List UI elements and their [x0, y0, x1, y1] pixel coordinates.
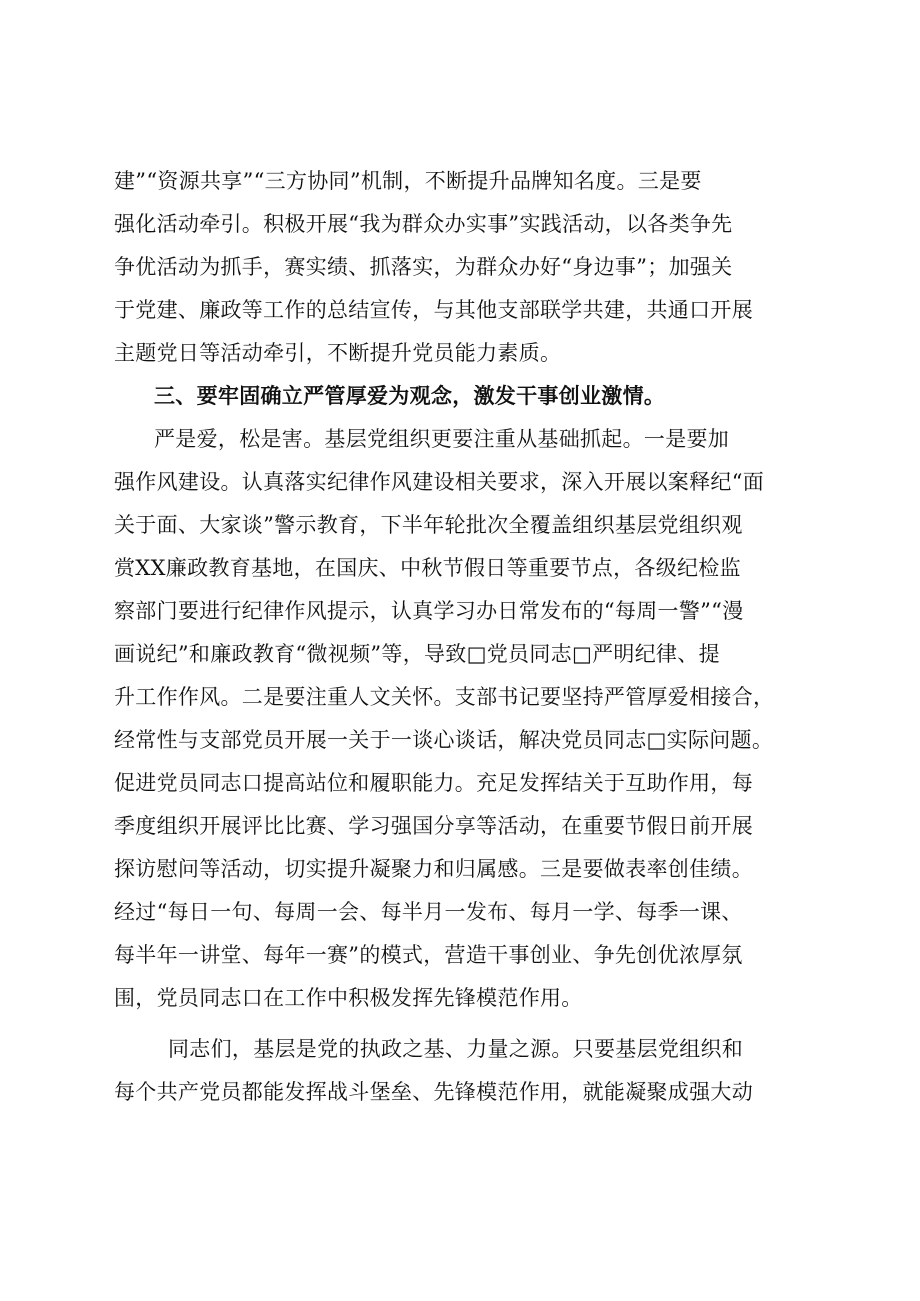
text-line: 争优活动为抓手，赛实绩、抓落实，为群众办好“身边事”；加强关: [114, 255, 733, 279]
text-line: 严是爱，松是害。基层党组织更要注重从基础抓起。一是要加: [154, 427, 730, 451]
text-line: 探访慰问等活动，切实提升凝聚力和归属感。三是要做表率创佳绩。: [114, 857, 753, 881]
text-line: 同志们，基层是党的执政之基、力量之源。只要基层党组织和: [168, 1037, 744, 1061]
text-line: 每半年一讲堂、每年一赛”的模式，营造干事创业、争先创优浓厚氛: [114, 943, 743, 967]
text-line: 强化活动牵引。积极开展“我为群众办实事”实践活动，以各类争先: [114, 212, 733, 236]
text-line: 赏XX廉政教育基地，在国庆、中秋节假日等重要节点，各级纪检监: [114, 556, 741, 580]
text-line: 促进党员同志口提高站位和履职能力。充足发挥结关于互助作用，每: [114, 771, 753, 795]
section-heading: 三、要牢固确立严管厚爱为观念，激发干事创业激情。: [154, 384, 666, 408]
text-line: 经常性与支部党员开展一关于一谈心谈话，解决党员同志□实际问题。: [114, 728, 774, 752]
text-line: 强作风建设。认真落实纪律作风建设相关要求，深入开展以案释纪“面: [114, 470, 765, 494]
text-line: 升工作作风。二是要注重人文关怀。支部书记要坚持严管厚爱相接合，: [114, 685, 775, 709]
text-line: 围，党员同志口在工作中积极发挥先锋模范作用。: [114, 986, 583, 1010]
text-line: 主题党日等活动牵引，不断提升党员能力素质。: [114, 341, 562, 365]
text-line: 于党建、廉政等工作的总结宣传，与其他支部联学共建，共通口开展: [114, 298, 753, 322]
text-line: 察部门要进行纪律作风提示，认真学习办日常发布的“每周一警”“漫: [114, 599, 744, 623]
text-line: 画说纪”和廉政教育“微视频”等，导致□党员同志□严明纪律、提: [114, 642, 720, 666]
text-line: 每个共产党员都能发挥战斗堡垒、先锋模范作用，就能凝聚成强大动: [114, 1080, 753, 1104]
text-line: 建”“资源共享”“三方协同”机制，不断提升品牌知名度。三是要: [114, 169, 702, 193]
paragraph-gap: [114, 1020, 814, 1028]
text-line: 季度组织开展评比比赛、学习强国分享等活动，在重要节假日前开展: [114, 814, 753, 838]
document-body: [114, 160, 814, 1114]
text-line: 关于面、大家谈”警示教育，下半年轮批次全覆盖组织基层党组织观: [114, 513, 743, 537]
text-line: 经过“每日一句、每周一会、每半月一发布、每月一学、每季一课、: [114, 900, 743, 924]
